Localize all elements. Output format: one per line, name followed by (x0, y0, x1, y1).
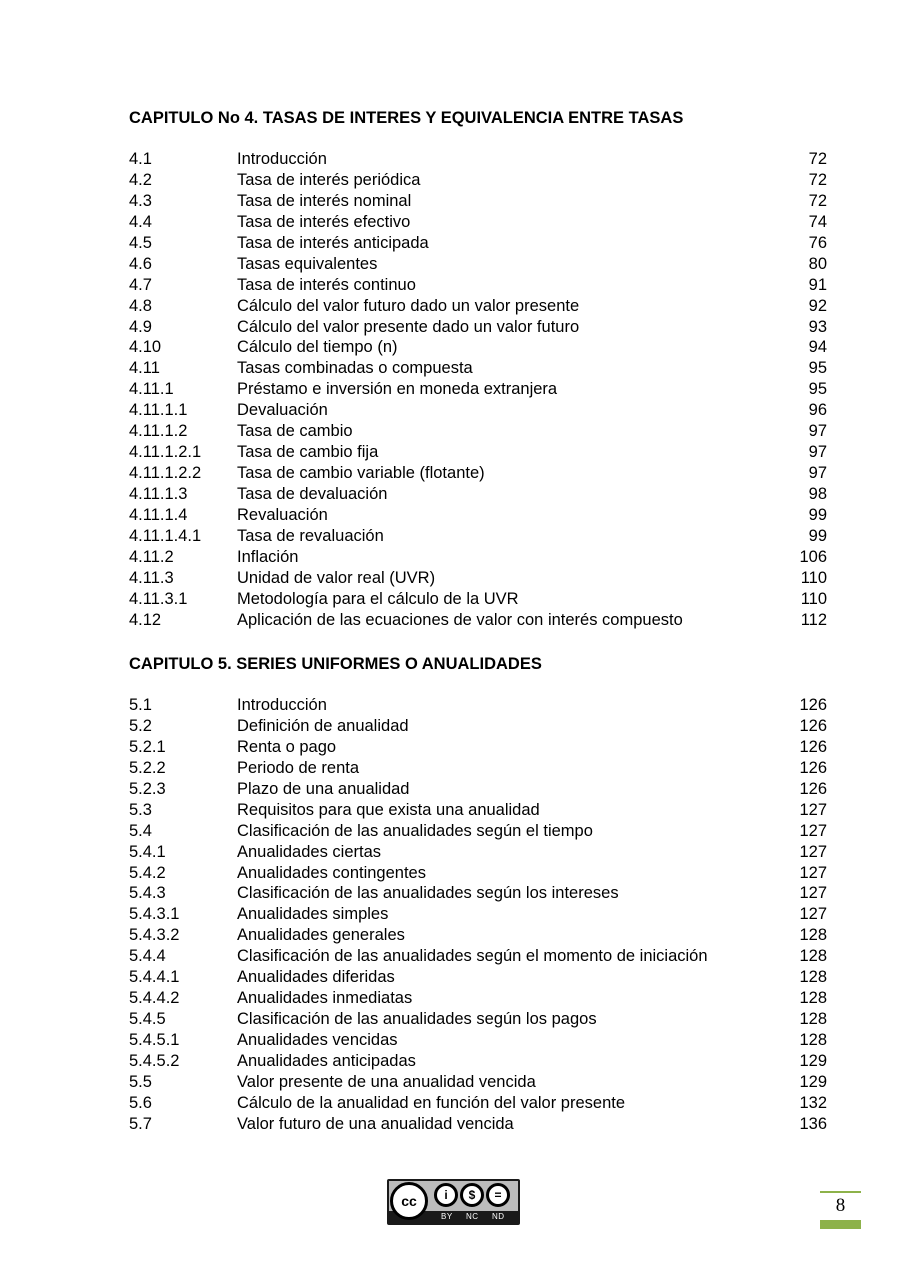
toc-entry-page: 97 (808, 443, 827, 462)
toc-entry-title: Tasa de interés continuo (237, 275, 416, 294)
toc-entry-num: 5.2.2 (129, 758, 166, 777)
toc-entry-page: 128 (799, 947, 827, 966)
toc-entry-page: 129 (799, 1051, 827, 1070)
toc-entry-title: Anualidades contingentes (237, 863, 426, 882)
toc-entry-page: 95 (808, 380, 827, 399)
toc-entry (129, 925, 827, 946)
toc-entry-page: 74 (808, 212, 827, 231)
toc-entry-page: 96 (808, 401, 827, 420)
toc-entry-num: 5.4 (129, 821, 152, 840)
toc-entry-title: Anualidades inmediatas (237, 989, 413, 1008)
toc-entry-num: 4.11.1.2.2 (129, 464, 202, 483)
toc-chapter-4 (129, 149, 827, 631)
toc-entry-title: Anualidades diferidas (237, 968, 395, 987)
toc-entry-page: 126 (799, 758, 827, 777)
toc-entry (129, 800, 827, 821)
toc-entry-page: 106 (799, 547, 827, 566)
toc-entry (129, 212, 827, 233)
toc-entry-title: Definición de anualidad (237, 716, 409, 735)
toc-entry-title: Introducción (237, 150, 327, 168)
toc-entry-page: 128 (799, 1010, 827, 1029)
toc-entry-title: Tasa de revaluación (237, 526, 384, 545)
toc-entry-title: Tasa de cambio variable (flotante) (237, 464, 485, 483)
toc-entry-title: Introducción (237, 696, 327, 714)
toc-entry-page: 97 (808, 422, 827, 441)
toc-entry (129, 1030, 827, 1051)
toc-entry-page: 97 (808, 464, 827, 483)
toc-entry-num: 4.11.1.1 (129, 401, 188, 420)
toc-entry (129, 842, 827, 863)
toc-entry (129, 526, 827, 547)
toc-entry-page: 132 (799, 1093, 827, 1112)
toc-entry-title: Clasificación de las anualidades según los pagos (237, 1010, 597, 1029)
toc-entry-num: 4.11.1 (129, 380, 174, 399)
toc-entry-title: Anualidades generales (237, 926, 405, 945)
toc-entry-page: 127 (799, 800, 827, 819)
toc-entry-num: 5.2.1 (129, 737, 166, 756)
toc-entry-page: 110 (800, 589, 827, 608)
toc-entry (129, 904, 827, 925)
toc-entry-title: Revaluación (237, 505, 328, 524)
toc-entry (129, 233, 827, 254)
toc-entry (129, 1093, 827, 1114)
toc-entry-page: 129 (799, 1072, 827, 1091)
toc-entry-num: 5.4.5.2 (129, 1051, 180, 1070)
toc-entry (129, 946, 827, 967)
toc-entry (129, 589, 827, 610)
page-number: 8 (835, 1195, 846, 1216)
toc-entry-page: 92 (808, 296, 827, 315)
toc-entry-title: Tasa de devaluación (237, 485, 388, 503)
toc-entry-title: Devaluación (237, 401, 328, 420)
toc-entry-title: Clasificación de las anualidades según el tiempo (237, 821, 593, 840)
nd-label: ND (492, 1212, 505, 1221)
toc-entry (129, 883, 827, 904)
toc-entry-num: 5.4.3 (129, 884, 166, 903)
toc-entry (129, 716, 827, 737)
noderivatives-icon: = (486, 1183, 510, 1207)
toc-entry-title: Valor presente de una anualidad vencida (237, 1072, 536, 1091)
toc-entry-title: Valor futuro de una anualidad vencida (237, 1114, 514, 1133)
toc-entry (129, 484, 827, 505)
toc-entry-page: 76 (808, 233, 827, 252)
toc-entry-num: 5.2 (129, 716, 152, 735)
toc-entry-title: Aplicación de las ecuaciones de valor con interés compuesto (237, 610, 683, 629)
toc-entry-page: 126 (799, 737, 827, 756)
toc-entry-title: Anualidades vencidas (237, 1031, 398, 1049)
cc-icon: cc (390, 1182, 428, 1220)
toc-entry-num: 4.6 (129, 254, 152, 273)
toc-entry-title: Tasas equivalentes (237, 254, 378, 273)
toc-entry-num: 4.10 (129, 338, 162, 357)
toc-entry-num: 5.2.3 (129, 779, 166, 798)
toc-entry-num: 5.5 (129, 1072, 152, 1091)
toc-entry-num: 4.11.3.1 (129, 589, 188, 608)
toc-entry-page: 99 (808, 526, 827, 545)
toc-entry-page: 127 (799, 863, 827, 882)
toc-entry-page: 127 (799, 905, 827, 924)
toc-entry (129, 379, 827, 400)
toc-entry (129, 1009, 827, 1030)
toc-entry-page: 127 (799, 821, 827, 840)
page-number-box (820, 1191, 861, 1217)
toc-entry-num: 5.4.1 (129, 842, 166, 861)
toc-entry-page: 94 (808, 338, 827, 357)
toc-entry-title: Cálculo del tiempo (n) (237, 338, 398, 357)
toc-entry (129, 547, 827, 568)
toc-entry-title: Tasa de cambio fija (237, 443, 379, 462)
toc-entry-page: 93 (808, 317, 827, 336)
toc-entry-num: 4.9 (129, 317, 152, 336)
toc-entry (129, 967, 827, 988)
toc-entry (129, 505, 827, 526)
toc-entry-title: Plazo de una anualidad (237, 779, 410, 798)
toc-entry (129, 149, 827, 170)
toc-entry-page: 95 (808, 359, 827, 378)
toc-entry (129, 737, 827, 758)
toc-entry-page: 112 (800, 610, 827, 629)
by-label: BY (441, 1212, 453, 1221)
toc-entry-page: 127 (799, 884, 827, 903)
nc-label: NC (466, 1212, 479, 1221)
toc-entry-num: 4.2 (129, 170, 152, 189)
toc-entry-page: 72 (808, 150, 827, 168)
chapter-5-heading: CAPITULO 5. SERIES UNIFORMES O ANUALIDADES (129, 655, 542, 673)
toc-entry-title: Unidad de valor real (UVR) (237, 568, 436, 587)
toc-entry-page: 98 (808, 485, 827, 503)
toc-entry-page: 126 (799, 779, 827, 798)
toc-entry (129, 400, 827, 421)
toc-entry-title: Metodología para el cálculo de la UVR (237, 589, 519, 608)
toc-entry-title: Tasa de cambio (237, 422, 353, 441)
toc-entry (129, 1051, 827, 1072)
toc-entry-title: Anualidades anticipadas (237, 1051, 416, 1070)
toc-entry-num: 5.4.4.1 (129, 968, 180, 987)
toc-entry-page: 99 (808, 505, 827, 524)
attribution-icon: i (434, 1183, 458, 1207)
toc-entry-num: 4.7 (129, 275, 152, 294)
toc-entry-num: 4.11 (129, 359, 160, 378)
toc-entry-title: Anualidades simples (237, 905, 389, 924)
toc-entry-num: 5.4.5.1 (129, 1031, 180, 1049)
toc-entry-title: Clasificación de las anualidades según los intereses (237, 884, 619, 903)
toc-entry-num: 5.4.2 (129, 863, 166, 882)
toc-entry-title: Inflación (237, 547, 299, 566)
toc-entry-num: 5.4.4.2 (129, 989, 180, 1008)
toc-entry (129, 463, 827, 484)
toc-entry-page: 128 (799, 968, 827, 987)
toc-entry-title: Cálculo de la anualidad en función del valor presente (237, 1093, 626, 1112)
toc-entry (129, 695, 827, 716)
toc-entry-num: 4.4 (129, 212, 152, 231)
toc-entry-page: 80 (808, 254, 827, 273)
creative-commons-license-badge (387, 1179, 520, 1225)
toc-entry-num: 4.8 (129, 296, 152, 315)
toc-entry (129, 758, 827, 779)
toc-entry-num: 5.6 (129, 1093, 152, 1112)
toc-entry-title: Tasa de interés nominal (237, 191, 412, 210)
toc-entry (129, 863, 827, 884)
toc-entry-title: Requisitos para que exista una anualidad (237, 800, 540, 819)
toc-entry-title: Tasa de interés periódica (237, 170, 421, 189)
toc-entry-title: Renta o pago (237, 737, 337, 756)
toc-entry-page: 72 (808, 191, 827, 210)
toc-entry (129, 296, 827, 317)
chapter-4-heading: CAPITULO No 4. TASAS DE INTERES Y EQUIVALENCIA ENTRE TASAS (129, 109, 684, 127)
toc-entry-num: 4.1 (129, 150, 152, 168)
toc-entry-num: 5.4.5 (129, 1010, 166, 1029)
toc-entry-num: 5.3 (129, 800, 152, 819)
toc-entry (129, 254, 827, 275)
toc-entry-num: 4.11.1.3 (129, 485, 188, 503)
toc-entry (129, 191, 827, 212)
toc-entry (129, 421, 827, 442)
toc-entry (129, 1072, 827, 1093)
toc-entry-num: 5.7 (129, 1114, 152, 1133)
toc-entry (129, 442, 827, 463)
toc-entry-page: 72 (808, 170, 827, 189)
toc-entry-page: 128 (799, 1031, 827, 1049)
page-number-rule (820, 1191, 861, 1193)
toc-entry (129, 337, 827, 358)
toc-entry-num: 5.4.4 (129, 947, 166, 966)
toc-entry-title: Cálculo del valor futuro dado un valor presente (237, 296, 580, 315)
toc-entry-page: 110 (800, 568, 827, 587)
toc-entry-title: Préstamo e inversión en moneda extranjera (237, 380, 558, 399)
toc-entry-title: Anualidades ciertas (237, 842, 382, 861)
toc-entry (129, 610, 827, 631)
toc-entry (129, 988, 827, 1009)
page-number-bar (820, 1220, 861, 1229)
toc-entry-page: 128 (799, 989, 827, 1008)
toc-entry-num: 4.11.3 (129, 568, 174, 587)
toc-entry (129, 317, 827, 338)
toc-entry-num: 5.4.3.2 (129, 926, 180, 945)
toc-entry-num: 4.11.1.4.1 (129, 526, 202, 545)
toc-entry-title: Tasa de interés anticipada (237, 233, 429, 252)
toc-entry-page: 136 (799, 1114, 827, 1133)
toc-entry-page: 126 (799, 696, 827, 714)
toc-entry-num: 4.11.1.2 (129, 422, 188, 441)
toc-entry (129, 568, 827, 589)
toc-entry (129, 779, 827, 800)
toc-entry (129, 821, 827, 842)
toc-entry-num: 4.3 (129, 191, 152, 210)
toc-entry-title: Clasificación de las anualidades según el momento de iniciación (237, 947, 708, 966)
toc-entry-page: 128 (799, 926, 827, 945)
toc-entry-num: 5.1 (129, 696, 152, 714)
toc-entry (129, 358, 827, 379)
noncommercial-icon: $ (460, 1183, 484, 1207)
toc-entry-num: 4.11.1.4 (129, 505, 188, 524)
toc-entry-page: 126 (799, 716, 827, 735)
toc-entry-page: 127 (799, 842, 827, 861)
toc-entry (129, 1114, 827, 1135)
toc-entry-num: 4.11.1.2.1 (129, 443, 202, 462)
toc-entry-num: 4.12 (129, 610, 162, 629)
toc-entry (129, 275, 827, 296)
toc-entry-num: 4.11.2 (129, 547, 174, 566)
toc-entry-num: 4.5 (129, 233, 152, 252)
toc-chapter-5 (129, 695, 827, 1135)
toc-entry-num: 5.4.3.1 (129, 905, 180, 924)
toc-entry-title: Periodo de renta (237, 758, 360, 777)
toc-entry-title: Tasas combinadas o compuesta (237, 359, 473, 378)
toc-entry (129, 170, 827, 191)
toc-entry-title: Tasa de interés efectivo (237, 212, 411, 231)
toc-entry-title: Cálculo del valor presente dado un valor futuro (237, 317, 580, 336)
toc-entry-page: 91 (808, 275, 827, 294)
